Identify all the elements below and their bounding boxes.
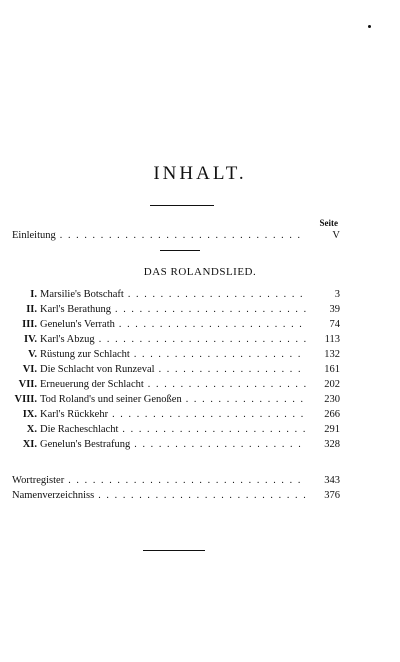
toc-entry-page: 343	[324, 475, 340, 486]
toc-entry-label: Karl's Berathung	[40, 304, 111, 315]
toc-entry-introduction	[12, 230, 340, 244]
toc-entry-appendix	[12, 490, 340, 504]
dot-leader	[128, 289, 306, 300]
section-heading: DAS ROLANDSLIED.	[143, 266, 257, 278]
toc-entry-chapter	[0, 304, 340, 318]
toc-entry-label: Karl's Abzug	[40, 334, 95, 345]
dot-leader	[186, 394, 306, 405]
toc-entry-label: Genelun's Bestrafung	[40, 439, 131, 450]
toc-entry-label: Karl's Rückkehr	[40, 409, 109, 420]
toc-entry-label: Die Schlacht von Runzeval	[40, 364, 155, 375]
closing-rule	[143, 550, 205, 551]
toc-entry-chapter	[0, 394, 340, 408]
chapter-number: II.	[26, 304, 37, 315]
title-rule	[150, 205, 214, 206]
chapter-number: VII.	[18, 379, 37, 390]
toc-entry-page: 3	[334, 289, 340, 300]
toc-entry-chapter	[0, 424, 340, 438]
dot-leader	[134, 349, 306, 360]
dot-leader	[159, 364, 306, 375]
chapter-number: XI.	[22, 439, 37, 450]
toc-entry-label: Rüstung zur Schlacht	[40, 349, 130, 360]
dot-leader	[122, 424, 306, 435]
toc-entry-label: Die Racheschlacht	[40, 424, 119, 435]
section-rule	[160, 250, 200, 251]
toc-entry-chapter	[0, 379, 340, 393]
toc-entry-page: 39	[329, 304, 340, 315]
chapter-number: VI.	[22, 364, 37, 375]
toc-entry-label: Wortregister	[12, 475, 65, 486]
chapter-number: X.	[26, 424, 37, 435]
toc-entry-label: Einleitung	[12, 230, 56, 241]
toc-entry-page: 161	[324, 364, 340, 375]
page-title: INHALT.	[153, 163, 247, 184]
toc-entry-page: 266	[324, 409, 340, 420]
toc-entry-chapter	[0, 364, 340, 378]
toc-entry-appendix	[12, 475, 340, 489]
toc-entry-label: Marsilie's Botschaft	[40, 289, 124, 300]
toc-entry-label: Genelun's Verrath	[40, 319, 115, 330]
toc-entry-chapter	[0, 289, 340, 303]
toc-entry-chapter	[0, 409, 340, 423]
dot-leader	[99, 334, 306, 345]
toc-entry-page: 376	[324, 490, 340, 501]
toc-entry-page: 132	[324, 349, 340, 360]
toc-entry-label: Erneuerung der Schlacht	[40, 379, 144, 390]
toc-entry-chapter	[0, 439, 340, 453]
dot-leader	[68, 475, 306, 486]
toc-entry-chapter	[0, 349, 340, 363]
toc-entry-page: 113	[324, 334, 340, 345]
toc-entry-label: Tod Roland's und seiner Genoßen	[40, 394, 182, 405]
toc-entry-page: 230	[324, 394, 340, 405]
dot-leader	[134, 439, 306, 450]
dot-leader	[60, 230, 306, 241]
toc-entry-page: 202	[324, 379, 340, 390]
chapter-number: IV.	[24, 334, 37, 345]
chapter-number: IX.	[22, 409, 37, 420]
dot-leader	[98, 490, 306, 501]
toc-entry-chapter	[0, 319, 340, 333]
chapter-number: I.	[30, 289, 37, 300]
chapter-number: V.	[28, 349, 37, 360]
toc-entry-page: V	[332, 230, 340, 241]
chapter-number: III.	[22, 319, 37, 330]
dot-leader	[112, 409, 306, 420]
toc-entry-page: 291	[324, 424, 340, 435]
ink-dot	[368, 25, 371, 28]
page-column-header: Seite	[319, 218, 338, 228]
dot-leader	[119, 319, 306, 330]
chapter-number: VIII.	[14, 394, 37, 405]
dot-leader	[115, 304, 306, 315]
toc-entry-page: 328	[324, 439, 340, 450]
toc-entry-chapter	[0, 334, 340, 348]
dot-leader	[148, 379, 306, 390]
toc-entry-label: Namenverzeichniss	[12, 490, 95, 501]
toc-entry-page: 74	[329, 319, 340, 330]
